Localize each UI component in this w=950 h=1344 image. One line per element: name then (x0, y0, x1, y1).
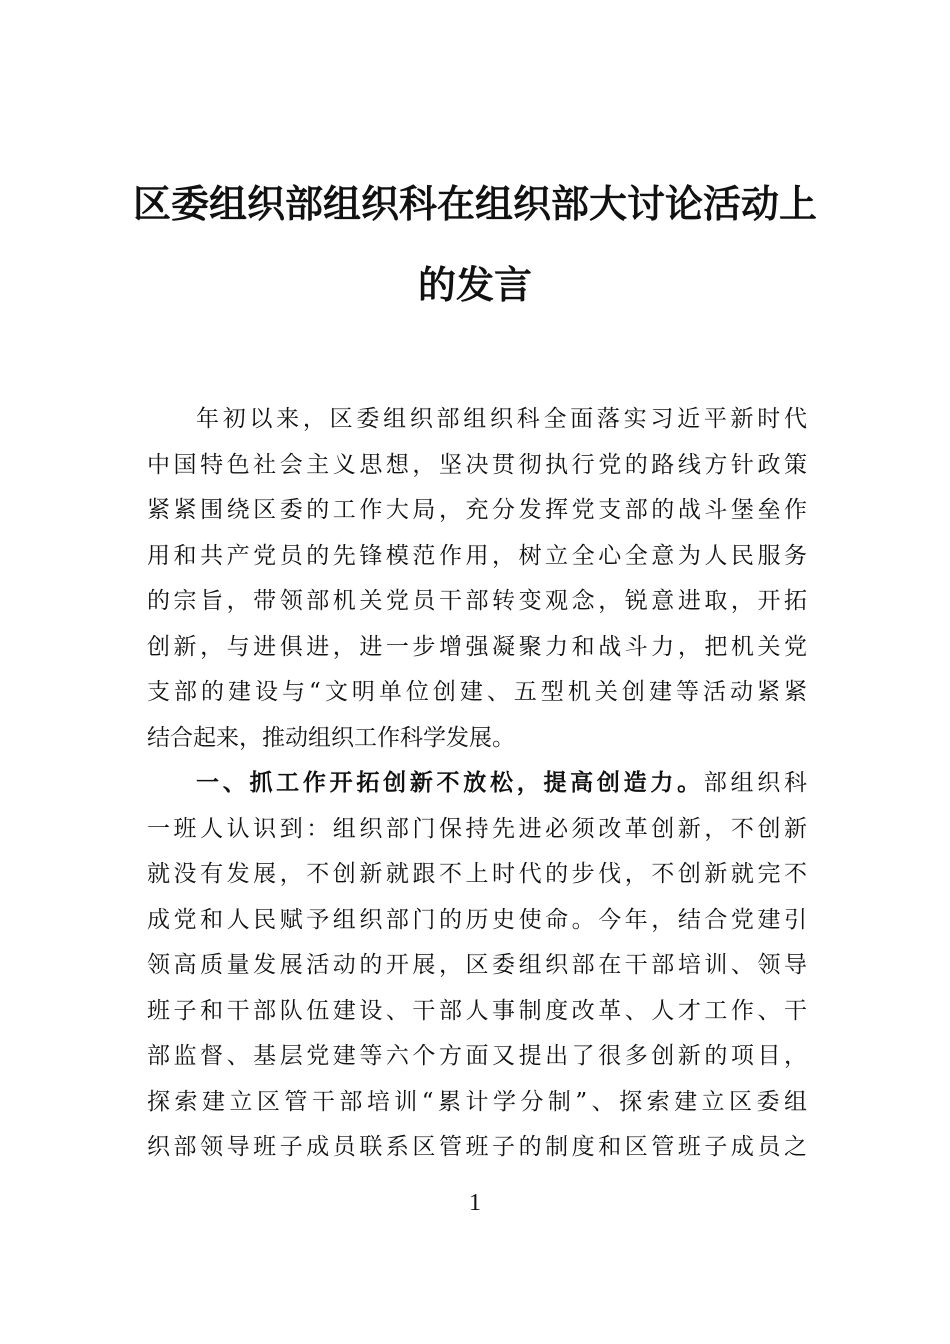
text-line: 成党和人民赋予组织部门的历史使命。今年，结合党建引 (147, 906, 807, 933)
text-line: 探索建立区管干部培训“累计学分制”、探索建立区委组 (147, 1088, 807, 1115)
text-line: 织部领导班子成员联系区管班子的制度和区管班子成员之 (147, 1134, 807, 1160)
section-1-paragraph (147, 761, 807, 1171)
text-line: 部监督、基层党建等六个方面又提出了很多创新的项目， (147, 1043, 807, 1069)
document-body (147, 397, 807, 1171)
text-line: 用和共产党员的先锋模范作用，树立全心全意为人民服务 (147, 542, 807, 569)
section-heading-line (147, 761, 807, 807)
text-line: 年初以来，区委组织部组织科全面落实习近平新时代 (196, 406, 807, 432)
title-line-1: 区委组织部组织科在组织部大讨论活动上 (132, 181, 817, 226)
text-line: 的宗旨，带领部机关党员干部转变观念，锐意进取，开拓 (147, 588, 807, 614)
section-1-first-line-rest: 部组织科 (703, 770, 808, 796)
text-line: 就没有发展，不创新就跟不上时代的步伐，不创新就完不 (147, 861, 807, 887)
text-line: 领高质量发展活动的开展，区委组织部在干部培训、领导 (147, 952, 807, 978)
document-title (120, 181, 830, 307)
text-line: 中国特色社会主义思想，坚决贯彻执行党的路线方针政策 (147, 451, 807, 478)
text-line: 一班人认识到：组织部门保持先进必须改革创新，不创新 (147, 815, 807, 842)
text-line: 班子和干部队伍建设、干部人事制度改革、人才工作、干 (147, 997, 807, 1024)
text-line: 支部的建设与“文明单位创建、五型机关创建等活动紧紧 (147, 679, 807, 705)
text-line: 结合起来，推动组织工作科学发展。 (147, 724, 515, 751)
intro-paragraph (147, 397, 807, 761)
text-line: 创新，与进俱进，进一步增强凝聚力和战斗力，把机关党 (147, 633, 807, 660)
section-1-heading: 一、抓工作开拓创新不放松，提高创造力。 (196, 770, 704, 796)
title-line-2: 的发言 (417, 262, 532, 307)
page-number: 1 (469, 1190, 481, 1216)
text-line: 紧紧围绕区委的工作大局，充分发挥党支部的战斗堡垒作 (147, 497, 807, 523)
